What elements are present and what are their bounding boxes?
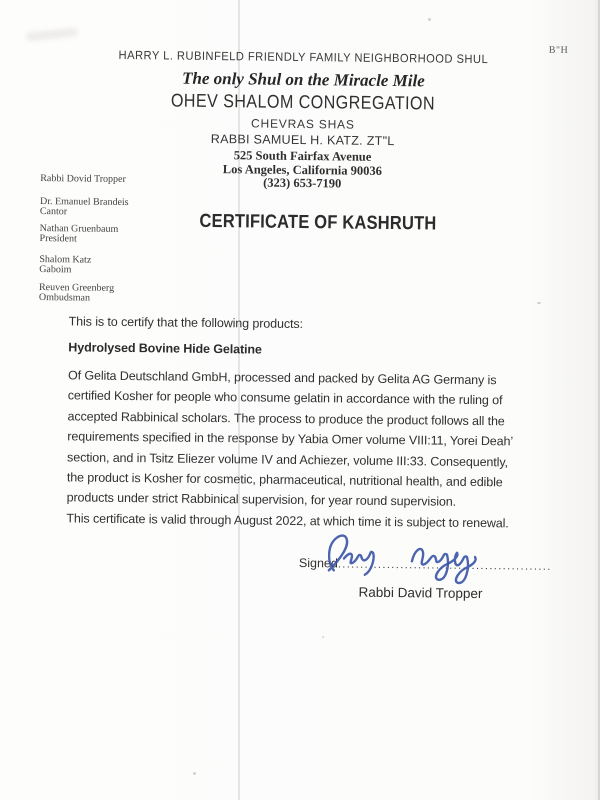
shul-name	[4, 44, 600, 68]
officer-entry	[39, 255, 199, 278]
officer-entry	[40, 174, 200, 186]
society-name: CHEVRAS SHAS	[250, 116, 355, 132]
shul-name-text: HARRY L. RUBINFELD FRIENDLY FAMILY NEIGHBORHOOD SHUL	[118, 47, 489, 67]
certificate-body	[66, 313, 548, 532]
address-line-2: Los Angeles, California 90036	[222, 161, 382, 178]
bsd-mark: B"H	[548, 44, 569, 57]
officer-title: Cantor	[39, 206, 68, 218]
certificate-title-text: CERTIFICATE OF KASHRUTH	[199, 210, 437, 235]
signature-stroke	[344, 551, 374, 574]
paragraph-line: requirements specified in the response by Yabia Omer volume VIII:11, Yorei Deah’	[67, 429, 514, 449]
officer-name: Shalom Katz	[39, 253, 92, 266]
congregation-name-text: OHEV SHALOM CONGREGATION	[170, 89, 436, 114]
tagline: The only Shul on the Miracle Mile	[181, 68, 425, 91]
phone-number: (323) 653-7190	[263, 175, 342, 191]
paragraph-line: the product is Kosher for cosmetic, pharmaceutical, nutritional health, and edible	[66, 470, 503, 490]
address-line-1: 525 South Fairfax Avenue	[233, 148, 372, 164]
officer-title: President	[39, 233, 77, 245]
paragraph-line: certified Kosher for people who consume gelatin in accordance with the ruling of	[67, 388, 503, 408]
paragraph-line: section, and in Tsitz Eliezer volume IV and Achiezer, volume III:33. Consequently,	[67, 449, 509, 469]
officer-name: Nathan Gruenbaum	[39, 222, 119, 235]
officer-name: Dr. Emanuel Brandeis	[39, 195, 129, 208]
signatory-name: Rabbi David Tropper	[358, 584, 483, 602]
product-name: Hydrolysed Bovine Hide Gelatine	[68, 340, 262, 357]
handwritten-signature	[320, 526, 493, 590]
rabbi-memorial: RABBI SAMUEL H. KATZ. ZT"L	[210, 131, 395, 149]
certification-paragraph	[67, 365, 549, 513]
officer-title: Gaboim	[39, 264, 72, 276]
intro-line: This is to certify that the following products:	[68, 314, 304, 332]
officer-name: Reuven Greenberg	[38, 281, 115, 294]
paragraph-line: Of Gelita Deutschland GmbH, processed and packed by Gelita AG Germany is	[67, 368, 497, 388]
paragraph-line: accepted Rabbinical scholars. The process to produce the product follows all the	[67, 409, 505, 429]
officer-title: Ombudsman	[38, 292, 91, 304]
signed-label: Signed	[298, 556, 338, 571]
signature-dotted-line: ................................................	[337, 558, 552, 573]
officers-list	[39, 174, 201, 312]
signature-stroke	[448, 553, 476, 583]
signature-stroke	[329, 535, 347, 570]
officer-name: Rabbi Dovid Tropper	[40, 173, 126, 186]
letterhead	[2, 44, 600, 194]
signature-stroke	[412, 549, 448, 580]
validity-line: This certificate is valid through August 2022, at which time it is subject to renewal.	[66, 511, 509, 531]
officer-entry	[39, 283, 199, 306]
paragraph-line: products under strict Rabbinical supervision, for year round supervision.	[66, 490, 457, 510]
